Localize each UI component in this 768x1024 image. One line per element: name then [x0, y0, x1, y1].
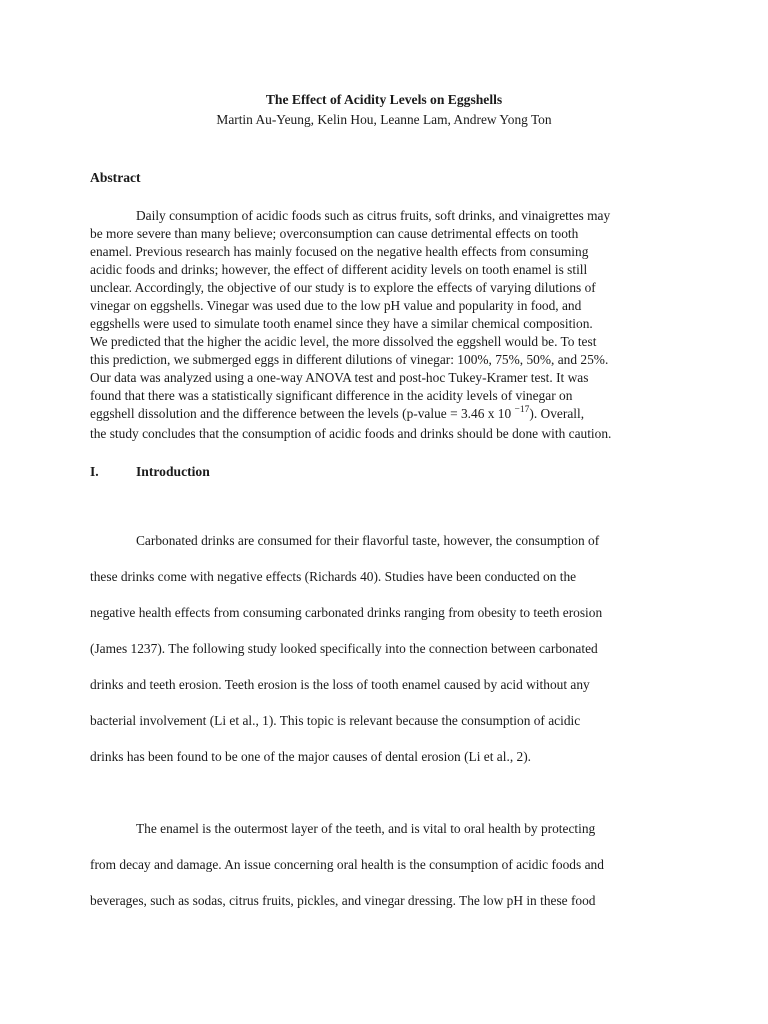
abstract-line: We predicted that the higher the acidic level, the more dissolved the eggshell would be. To test: [90, 334, 597, 349]
pvalue-exponent: −17: [514, 405, 530, 415]
paragraph-line: from decay and damage. An issue concerning oral health is the consumption of acidic foods and: [90, 857, 604, 872]
intro-paragraph-2: [90, 820, 680, 928]
abstract-line: acidic foods and drinks; however, the effect of different acidity levels on tooth enamel is still: [90, 262, 588, 277]
intro-paragraph-1: [90, 532, 680, 784]
abstract-line: eggshells were used to simulate tooth enamel since they have a similar chemical composition.: [90, 316, 593, 331]
paragraph-line: drinks has been found to be one of the major causes of dental erosion (Li et al., 2).: [90, 749, 532, 764]
paper-authors: Martin Au-Yeung, Kelin Hou, Leanne Lam, Andrew Yong Ton: [216, 112, 552, 127]
paragraph-line: these drinks come with negative effects (Richards 40). Studies have been conducted on the: [90, 569, 577, 584]
section-title: Introduction: [136, 464, 210, 479]
paragraph-line: negative health effects from consuming carbonated drinks ranging from obesity to teeth erosion: [90, 605, 603, 620]
abstract-line: vinegar on eggshells. Vinegar was used due to the low pH value and popularity in food, and: [90, 298, 582, 313]
paragraph-line: (James 1237). The following study looked specifically into the connection between carbonated: [90, 641, 598, 656]
section-heading-introduction: [90, 464, 210, 480]
abstract-body: [90, 207, 680, 443]
abstract-heading: Abstract: [90, 170, 141, 185]
abstract-line: the study concludes that the consumption of acidic foods and drinks should be done with caution.: [90, 426, 612, 441]
abstract-line: unclear. Accordingly, the objective of our study is to explore the effects of varying dilutions of: [90, 280, 596, 295]
paragraph-line: beverages, such as sodas, citrus fruits, pickles, and vinegar dressing. The low pH in these food: [90, 893, 596, 908]
paragraph-line: The enamel is the outermost layer of the teeth, and is vital to oral health by protecting: [136, 821, 596, 836]
paragraph-line: bacterial involvement (Li et al., 1). This topic is relevant because the consumption of acidic: [90, 713, 581, 728]
abstract-line: this prediction, we submerged eggs in different dilutions of vinegar: 100%, 75%, 50%, and 25%.: [90, 352, 609, 367]
paper-title: The Effect of Acidity Levels on Eggshells: [265, 92, 503, 107]
pvalue-text: eggshell dissolution and the difference between the levels (p-value = 3.46 x 10: [90, 406, 515, 421]
abstract-line: Daily consumption of acidic foods such as citrus fruits, soft drinks, and vinaigrettes may: [136, 208, 611, 223]
paragraph-line: Carbonated drinks are consumed for their flavorful taste, however, the consumption of: [136, 533, 600, 548]
abstract-line: enamel. Previous research has mainly focused on the negative health effects from consuming: [90, 244, 589, 259]
section-number: I.: [90, 464, 99, 479]
abstract-line: be more severe than many believe; overconsumption can cause detrimental effects on tooth: [90, 226, 579, 241]
abstract-pvalue-line: [90, 405, 680, 425]
paragraph-line: drinks and teeth erosion. Teeth erosion is the loss of tooth enamel caused by acid without any: [90, 677, 590, 692]
pvalue-after-text: ). Overall,: [529, 406, 585, 421]
abstract-line: found that there was a statistically significant difference in the acidity levels of vinegar on: [90, 388, 573, 403]
abstract-line: Our data was analyzed using a one-way ANOVA test and post-hoc Tukey-Kramer test. It was: [90, 370, 589, 385]
